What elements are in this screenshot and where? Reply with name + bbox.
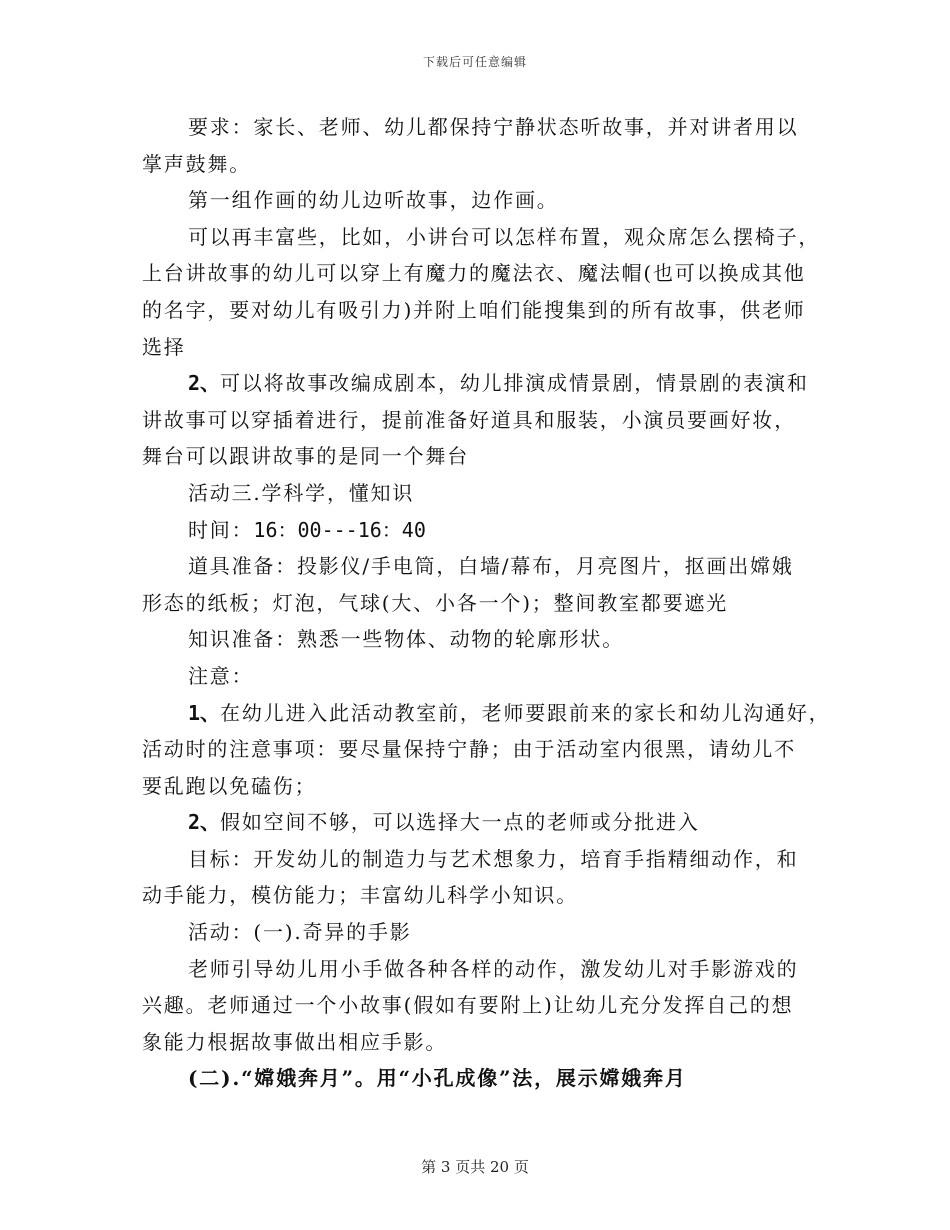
paragraph-line: 象能力根据故事做出相应手影。 bbox=[142, 1029, 448, 1054]
paragraph-line: 要求：家长、老师、幼儿都保持宁静状态听故事，并对讲者用以 bbox=[188, 115, 799, 139]
list-item-1 bbox=[142, 695, 832, 732]
paragraph-line: 知识准备：熟悉一些物体、动物的轮廓形状。 bbox=[188, 627, 624, 652]
paragraph-line: 第一组作画的幼儿边听故事，边作画。 bbox=[188, 188, 559, 213]
time-value: 16：00---16：40 bbox=[253, 517, 426, 542]
paragraph-line: 要乱跑以免磕伤； bbox=[142, 773, 317, 798]
list-marker: 1、 bbox=[188, 700, 221, 725]
paragraph-line: 活动：(一).奇异的手影 bbox=[188, 920, 412, 945]
list-item-text: 在幼儿进入此活动教室前，老师要跟前来的家长和幼儿沟通好， bbox=[220, 700, 831, 725]
list-item-text: 假如空间不够，可以选择大一点的老师或分批进入 bbox=[220, 810, 700, 835]
document-body bbox=[142, 109, 832, 1097]
page-header: 下载后可任意编辑 bbox=[422, 55, 527, 69]
time-label: 时间： bbox=[188, 517, 254, 542]
paragraph-line: 可以再丰富些，比如，小讲台可以怎样布置，观众席怎么摆椅子， bbox=[188, 224, 821, 249]
section-heading: 活动三.学科学，懂知识 bbox=[188, 480, 415, 505]
paragraph-line: 动手能力，模仿能力；丰富幼儿科学小知识。 bbox=[142, 883, 578, 908]
paragraph-line: 目标：开发幼儿的制造力与艺术想象力，培育手指精细动作，和 bbox=[188, 846, 799, 871]
list-item-2 bbox=[142, 804, 832, 841]
time-line bbox=[142, 512, 832, 549]
paragraph-line: 形态的纸板；灯泡，气球(大、小各一个)；整间教室都要遮光 bbox=[142, 590, 729, 615]
list-marker: 2、 bbox=[188, 371, 221, 396]
list-item-text: 可以将故事改编成剧本，幼儿排演成情景剧，情景剧的表演和 bbox=[220, 371, 809, 396]
list-item-2 bbox=[142, 365, 832, 402]
paragraph-line: 选择 bbox=[142, 334, 186, 359]
paragraph-line: 老师引导幼儿用小手做各种各样的动作，激发幼儿对手影游戏的 bbox=[188, 956, 799, 981]
paragraph-line: 的名字，要对幼儿有吸引力)并附上咱们能搜集到的所有故事，供老师 bbox=[142, 297, 806, 322]
paragraph-line: 注意： bbox=[188, 663, 254, 688]
paragraph-line: 讲故事可以穿插着进行，提前准备好道具和服装，小演员要画好妆， bbox=[142, 407, 796, 432]
paragraph-line: 道具准备：投影仪/手电筒，白墙/幕布，月亮图片，抠画出嫦娥 bbox=[188, 554, 794, 579]
page-footer: 第 3 页共 20 页 bbox=[421, 1158, 529, 1176]
paragraph-line: 舞台可以跟讲故事的是同一个舞台 bbox=[142, 444, 469, 469]
bold-heading: (二).“嫦娥奔月”。用“小孔成像”法，展示嫦娥奔月 bbox=[188, 1066, 687, 1091]
paragraph-line: 上台讲故事的幼儿可以穿上有魔力的魔法衣、魔法帽(也可以换成其他 bbox=[142, 261, 806, 286]
paragraph-line: 掌声鼓舞。 bbox=[142, 151, 251, 176]
paragraph-line: 兴趣。老师通过一个小故事(假如有要附上)让幼儿充分发挥自己的想 bbox=[142, 993, 794, 1018]
paragraph-line: 活动时的注意事项：要尽量保持宁静；由于活动室内很黑，请幼儿不 bbox=[142, 737, 796, 762]
list-marker: 2、 bbox=[188, 810, 221, 835]
